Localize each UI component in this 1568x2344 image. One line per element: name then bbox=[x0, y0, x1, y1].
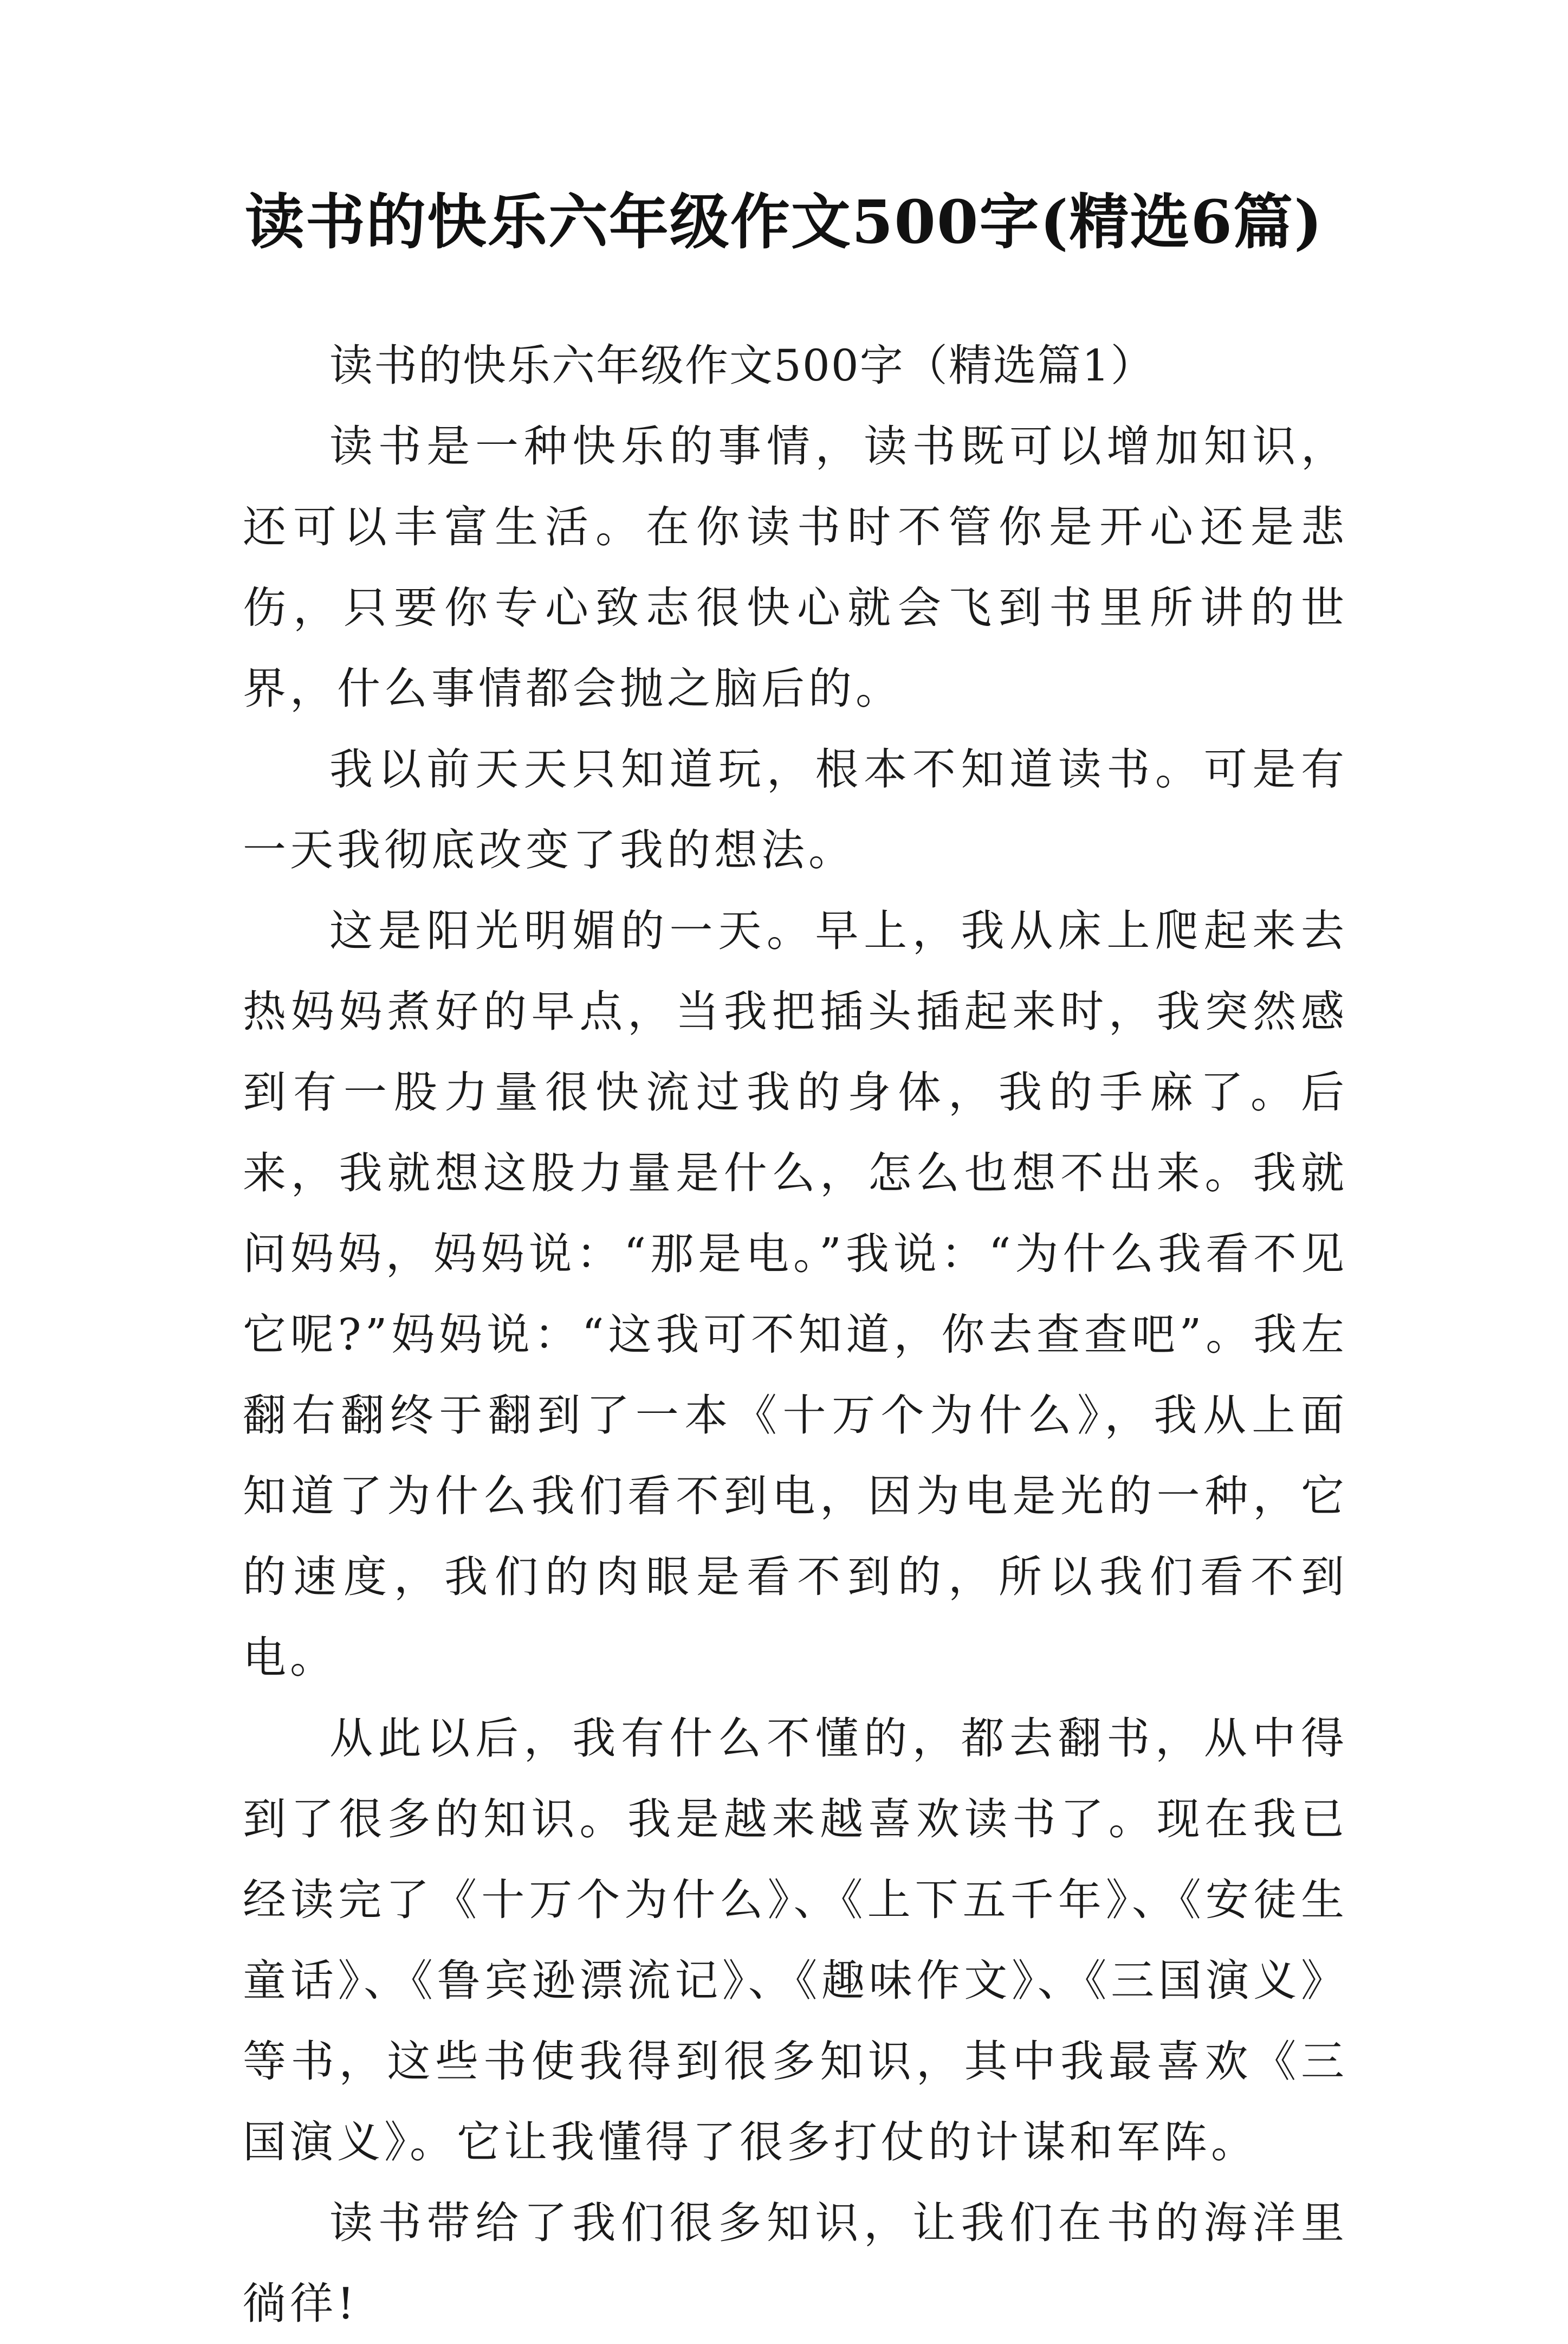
essay-body bbox=[243, 325, 1348, 2344]
paragraph-4: 从此以后，我有什么不懂的，都去翻书，从中得到了很多的知识。我是越来越喜欢读书了。现在我已经读完了《十万个为什么》、《上下五千年》、《安徒生童话》、《鲁宾逊漂流记》、《趣味作文》、《三国演义》等书，这些书使我得到很多知识，其中我最喜欢《三国演义》。它让我懂得了很多打仗的计谋和军阵。 bbox=[243, 1713, 1348, 2167]
paragraph-5: 读书带给了我们很多知识，让我们在书的海洋里徜徉! bbox=[243, 2198, 1348, 2329]
section-heading: 读书的快乐六年级作文500字（精选篇1） bbox=[329, 340, 1155, 391]
paragraph-2: 我以前天天只知道玩，根本不知道读书。可是有一天我彻底改变了我的想法。 bbox=[243, 744, 1348, 875]
paragraph-3: 这是阳光明媚的一天。早上，我从床上爬起来去热妈妈煮好的早点，当我把插头插起来时，我突然感到有一股力量很快流过我的身体，我的手麻了。后来，我就想这股力量是什么，怎么也想不出来。我就问妈妈，妈妈说：“那是电。”我说：“为什么我看不见它呢?”妈妈说：“这我可不知道，你去查查吧”。我左翻右翻终于翻到了一本《十万个为什么》，我从上面知道了为什么我们看不到电，因为电是光的一种，它的速度，我们的肉眼是看不到的，所以我们看不到电。 bbox=[243, 906, 1348, 1683]
document-title: 读书的快乐六年级作文500字(精选6篇) bbox=[244, 187, 1324, 257]
paragraph-1: 读书是一种快乐的事情，读书既可以增加知识，还可以丰富生活。在你读书时不管你是开心还是悲伤，只要你专心致志很快心就会飞到书里所讲的世界，什么事情都会抛之脑后的。 bbox=[243, 421, 1348, 714]
